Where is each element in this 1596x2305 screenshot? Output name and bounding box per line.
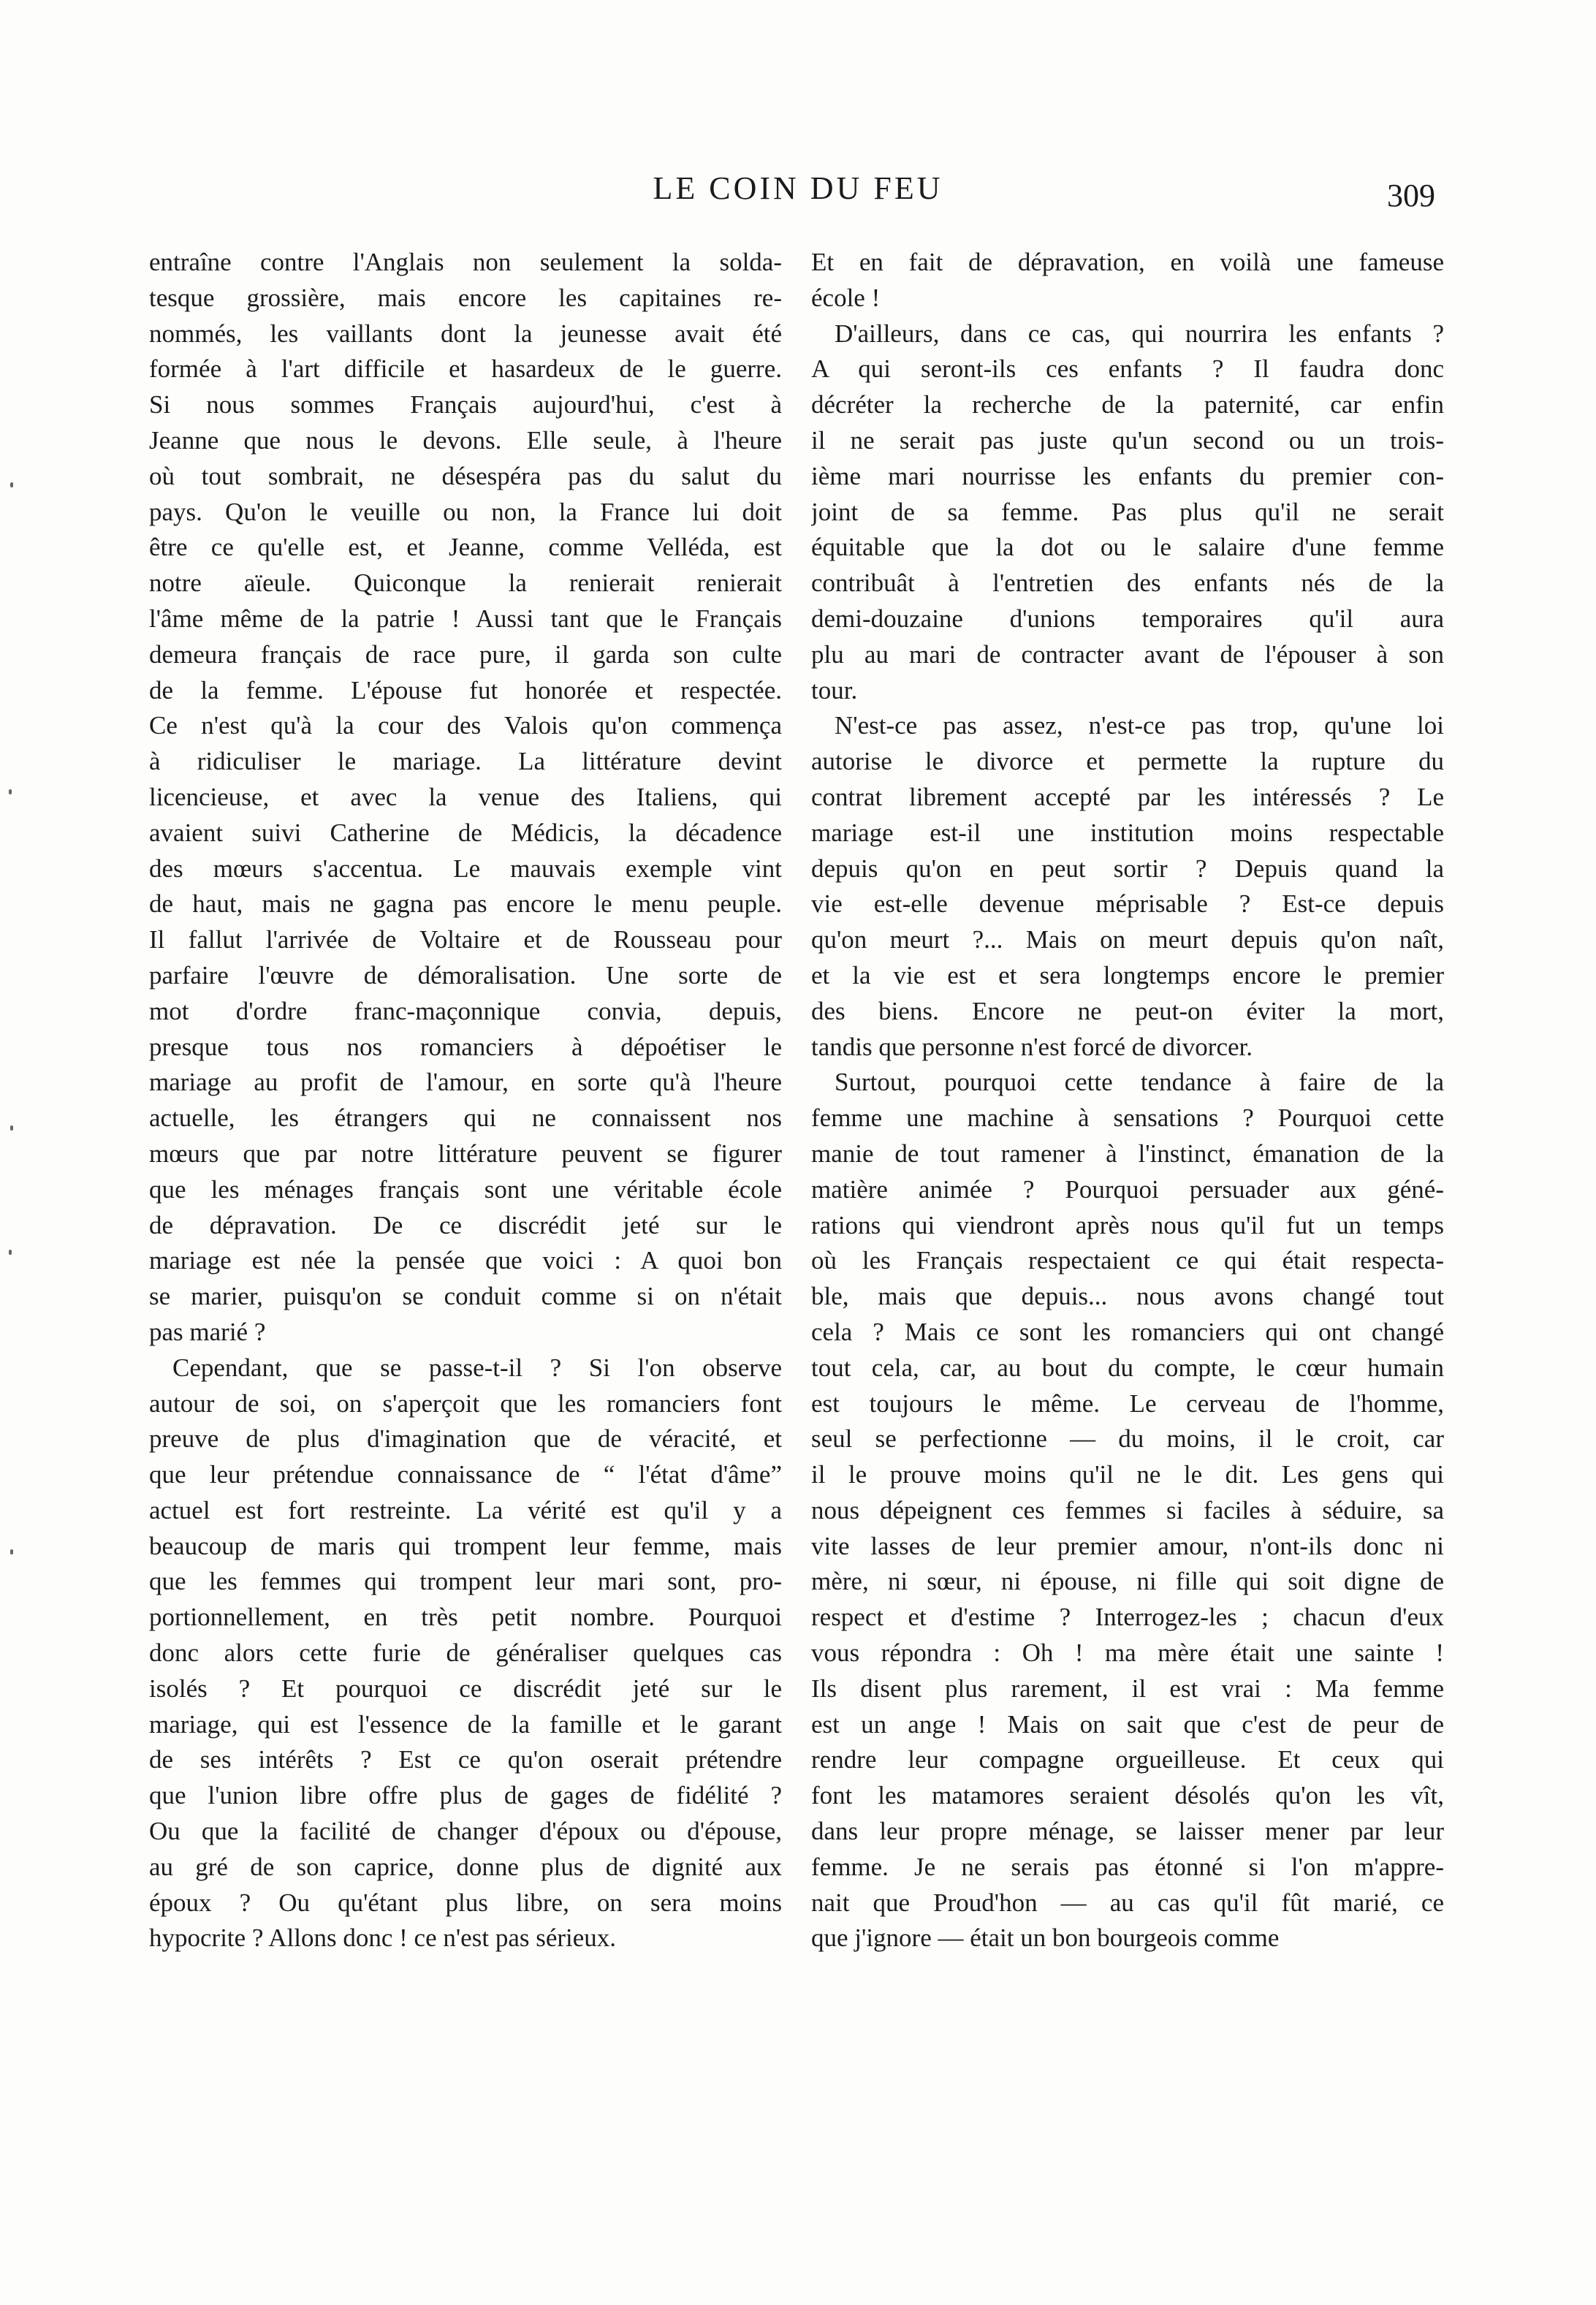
text-line: tour. xyxy=(811,675,858,705)
text-line: Ou que la facilité de changer d'époux ou d'épouse, xyxy=(149,1817,782,1846)
text-line: de haut, mais ne gagna pas encore le menu peuple. xyxy=(149,889,782,919)
text-line: Ce n'est qu'à la cour des Valois qu'on commença xyxy=(149,711,782,740)
text-line: plu au mari de contracter avant de l'épouser à son xyxy=(811,639,1444,669)
text-line: qu'on meurt ?... Mais on meurt depuis qu'on naît, xyxy=(811,925,1444,954)
text-line: femme. Je ne serais pas étonné si l'on m'appre- xyxy=(811,1852,1444,1881)
text-line: école ! xyxy=(811,283,881,312)
text-line: que les ménages français sont une véritable école xyxy=(149,1174,782,1204)
text-line: D'ailleurs, dans ce cas, qui nourrira les enfants ? xyxy=(835,319,1444,348)
text-line: avaient suivi Catherine de Médicis, la décadence xyxy=(149,818,782,847)
text-line: actuelle, les étrangers qui ne connaissent nos xyxy=(149,1104,782,1133)
text-line: mariage est née la pensée que voici : A quoi bon xyxy=(149,1246,782,1275)
margin-speck xyxy=(9,1250,12,1255)
text-line: des biens. Encore ne peut-on éviter la mort, xyxy=(811,996,1444,1025)
text-line: il ne serait pas juste qu'un second ou un trois- xyxy=(811,425,1444,455)
text-line: mœurs que par notre littérature peuvent se figurer xyxy=(149,1139,782,1168)
text-line: époux ? Ou qu'étant plus libre, on sera moins xyxy=(149,1888,782,1917)
text-line: de la femme. L'épouse fut honorée et respectée. xyxy=(149,675,782,705)
text-line: où les Français respectaient ce qui était respecta- xyxy=(811,1246,1444,1275)
text-line: mariage est-il une institution moins respectable xyxy=(811,818,1444,847)
text-line: isolés ? Et pourquoi ce discrédit jeté sur le xyxy=(149,1674,782,1703)
text-line: A qui seront-ils ces enfants ? Il faudra donc xyxy=(811,354,1444,384)
text-line: contribuât à l'entretien des enfants nés de la xyxy=(811,569,1444,598)
text-line: mariage au profit de l'amour, en sorte qu'à l'heure xyxy=(149,1068,782,1097)
text-line: respect et d'estime ? Interrogez-les ; chacun d'eux xyxy=(811,1603,1444,1632)
text-line: que les femmes qui trompent leur mari sont, pro- xyxy=(149,1567,782,1596)
running-header-title: LE COIN DU FEU xyxy=(653,170,943,206)
text-line: mariage, qui est l'essence de la famille et le garant xyxy=(149,1709,782,1739)
text-line: de ses intérêts ? Est ce qu'on oserait prétendre xyxy=(149,1745,782,1774)
text-line: être ce qu'elle est, et Jeanne, comme Velléda, est xyxy=(149,533,782,562)
page-number: 309 xyxy=(1387,178,1435,213)
text-line: équitable que la dot ou le salaire d'une femme xyxy=(811,533,1444,562)
text-line: que leur prétendue connaissance de “ l'état d'âme” xyxy=(149,1460,782,1489)
text-line: hypocrite ? Allons donc ! ce n'est pas sérieux. xyxy=(149,1924,617,1953)
text-line: tandis que personne n'est forcé de divorcer. xyxy=(811,1032,1253,1061)
text-line: il le prouve moins qu'il ne le dit. Les gens qui xyxy=(811,1460,1444,1489)
text-line: est un ange ! Mais on sait que c'est de peur de xyxy=(811,1709,1444,1739)
text-line: N'est-ce pas assez, n'est-ce pas trop, qu'une loi xyxy=(835,711,1444,740)
text-line: de dépravation. De ce discrédit jeté sur le xyxy=(149,1210,782,1239)
text-line: femme une machine à sensations ? Pourquoi cette xyxy=(811,1104,1444,1133)
text-line: Et en fait de dépravation, en voilà une fameuse xyxy=(811,248,1444,276)
text-line: et la vie est et sera longtemps encore le premier xyxy=(811,960,1444,990)
right-text-column xyxy=(811,245,1444,1956)
text-line: où tout sombrait, ne désespéra pas du salut du xyxy=(149,461,782,490)
margin-speck xyxy=(10,482,13,487)
text-line: à ridiculiser le mariage. La littérature devint xyxy=(149,747,782,776)
text-line: ième mari nourrisse les enfants du premier con- xyxy=(811,461,1444,490)
text-line: mère, ni sœur, ni épouse, ni fille qui soit digne de xyxy=(811,1567,1444,1596)
text-line: l'âme même de la patrie ! Aussi tant que le Français xyxy=(149,604,782,633)
text-line: font les matamores seraient désolés qu'on les vît, xyxy=(811,1781,1444,1810)
text-line: que l'union libre offre plus de gages de fidélité ? xyxy=(149,1781,782,1810)
text-line: rendre leur compagne orgueilleuse. Et ceux qui xyxy=(811,1745,1444,1774)
text-line: demi-douzaine d'unions temporaires qu'il aura xyxy=(811,604,1444,633)
text-line: dans leur propre ménage, se laisser mener par leur xyxy=(811,1817,1444,1846)
margin-speck xyxy=(10,1125,13,1131)
text-line: entraîne contre l'Anglais non seulement la solda- xyxy=(149,248,782,276)
margin-speck xyxy=(10,1549,13,1554)
text-line: contrat librement accepté par les intéressés ? Le xyxy=(811,782,1444,811)
text-line: pays. Qu'on le veuille ou non, la France lui doit xyxy=(149,497,782,526)
text-line: Surtout, pourquoi cette tendance à faire de la xyxy=(835,1068,1444,1097)
text-line: donc alors cette furie de généraliser quelques cas xyxy=(149,1638,782,1668)
text-line: preuve de plus d'imagination que de véracité, et xyxy=(149,1424,782,1454)
text-line: mot d'ordre franc-maçonnique convia, depuis, xyxy=(149,996,782,1025)
text-line: au gré de son caprice, donne plus de dignité aux xyxy=(149,1852,782,1881)
text-line: autorise le divorce et permette la rupture du xyxy=(811,747,1444,776)
text-line: Jeanne que nous le devons. Elle seule, à l'heure xyxy=(149,425,782,455)
text-line: tout cela, car, au bout du compte, le cœur humain xyxy=(811,1353,1444,1382)
text-line: nait que Proud'hon — au cas qu'il fût marié, ce xyxy=(811,1888,1444,1917)
margin-speck xyxy=(9,789,12,794)
text-line: cela ? Mais ce sont les romanciers qui ont changé xyxy=(811,1317,1444,1346)
text-line: Ils disent plus rarement, il est vrai : Ma femme xyxy=(811,1674,1444,1703)
text-line: tesque grossière, mais encore les capitaines re- xyxy=(149,283,782,312)
text-line: que j'ignore — était un bon bourgeois comme xyxy=(811,1924,1280,1953)
text-line: actuel est fort restreinte. La vérité est qu'il y a xyxy=(149,1495,782,1524)
text-line: nous dépeignent ces femmes si faciles à séduire, sa xyxy=(811,1495,1444,1524)
text-line: ble, mais que depuis... nous avons changé tout xyxy=(811,1282,1444,1311)
text-line: vite lasses de leur premier amour, n'ont-ils donc ni xyxy=(811,1531,1444,1560)
text-line: rations qui viendront après nous qu'il fut un temps xyxy=(811,1210,1444,1239)
text-line: joint de sa femme. Pas plus qu'il ne serait xyxy=(811,497,1444,526)
text-line: autour de soi, on s'aperçoit que les romanciers font xyxy=(149,1389,782,1418)
text-line: seul se perfectionne — du moins, il le croit, car xyxy=(811,1424,1444,1454)
text-line: vie est-elle devenue méprisable ? Est-ce depuis xyxy=(811,889,1444,919)
text-line: manie de tout ramener à l'instinct, émanation de la xyxy=(811,1139,1444,1168)
text-line: Il fallut l'arrivée de Voltaire et de Rousseau pour xyxy=(149,925,782,954)
left-text-column xyxy=(149,245,782,1956)
text-line: pas marié ? xyxy=(149,1317,266,1346)
text-line: parfaire l'œuvre de démoralisation. Une sorte de xyxy=(149,960,782,990)
text-line: formée à l'art difficile et hasardeux de le guerre. xyxy=(149,354,782,384)
text-line: vous répondra : Oh ! ma mère était une sainte ! xyxy=(811,1638,1444,1668)
text-line: licencieuse, et avec la venue des Italiens, qui xyxy=(149,782,782,811)
text-line: depuis qu'on en peut sortir ? Depuis quand la xyxy=(811,854,1444,883)
text-line: se marier, puisqu'on se conduit comme si on n'était xyxy=(149,1282,782,1311)
text-line: beaucoup de maris qui trompent leur femme, mais xyxy=(149,1531,782,1560)
text-line: décréter la recherche de la paternité, car enfin xyxy=(811,390,1444,419)
text-line: matière animée ? Pourquoi persuader aux géné- xyxy=(811,1174,1444,1204)
text-line: des mœurs s'accentua. Le mauvais exemple vint xyxy=(149,854,782,883)
text-line: presque tous nos romanciers à dépoétiser le xyxy=(149,1032,782,1061)
text-line: demeura français de race pure, il garda son culte xyxy=(149,639,782,669)
text-line: Cependant, que se passe-t-il ? Si l'on observe xyxy=(172,1353,782,1382)
text-line: est toujours le même. Le cerveau de l'homme, xyxy=(811,1389,1444,1418)
text-line: portionnellement, en très petit nombre. Pourquoi xyxy=(149,1603,782,1632)
text-line: Si nous sommes Français aujourd'hui, c'est à xyxy=(149,390,782,419)
text-line: notre aïeule. Quiconque la renierait renierait xyxy=(149,569,782,598)
text-line: nommés, les vaillants dont la jeunesse avait été xyxy=(149,319,782,348)
